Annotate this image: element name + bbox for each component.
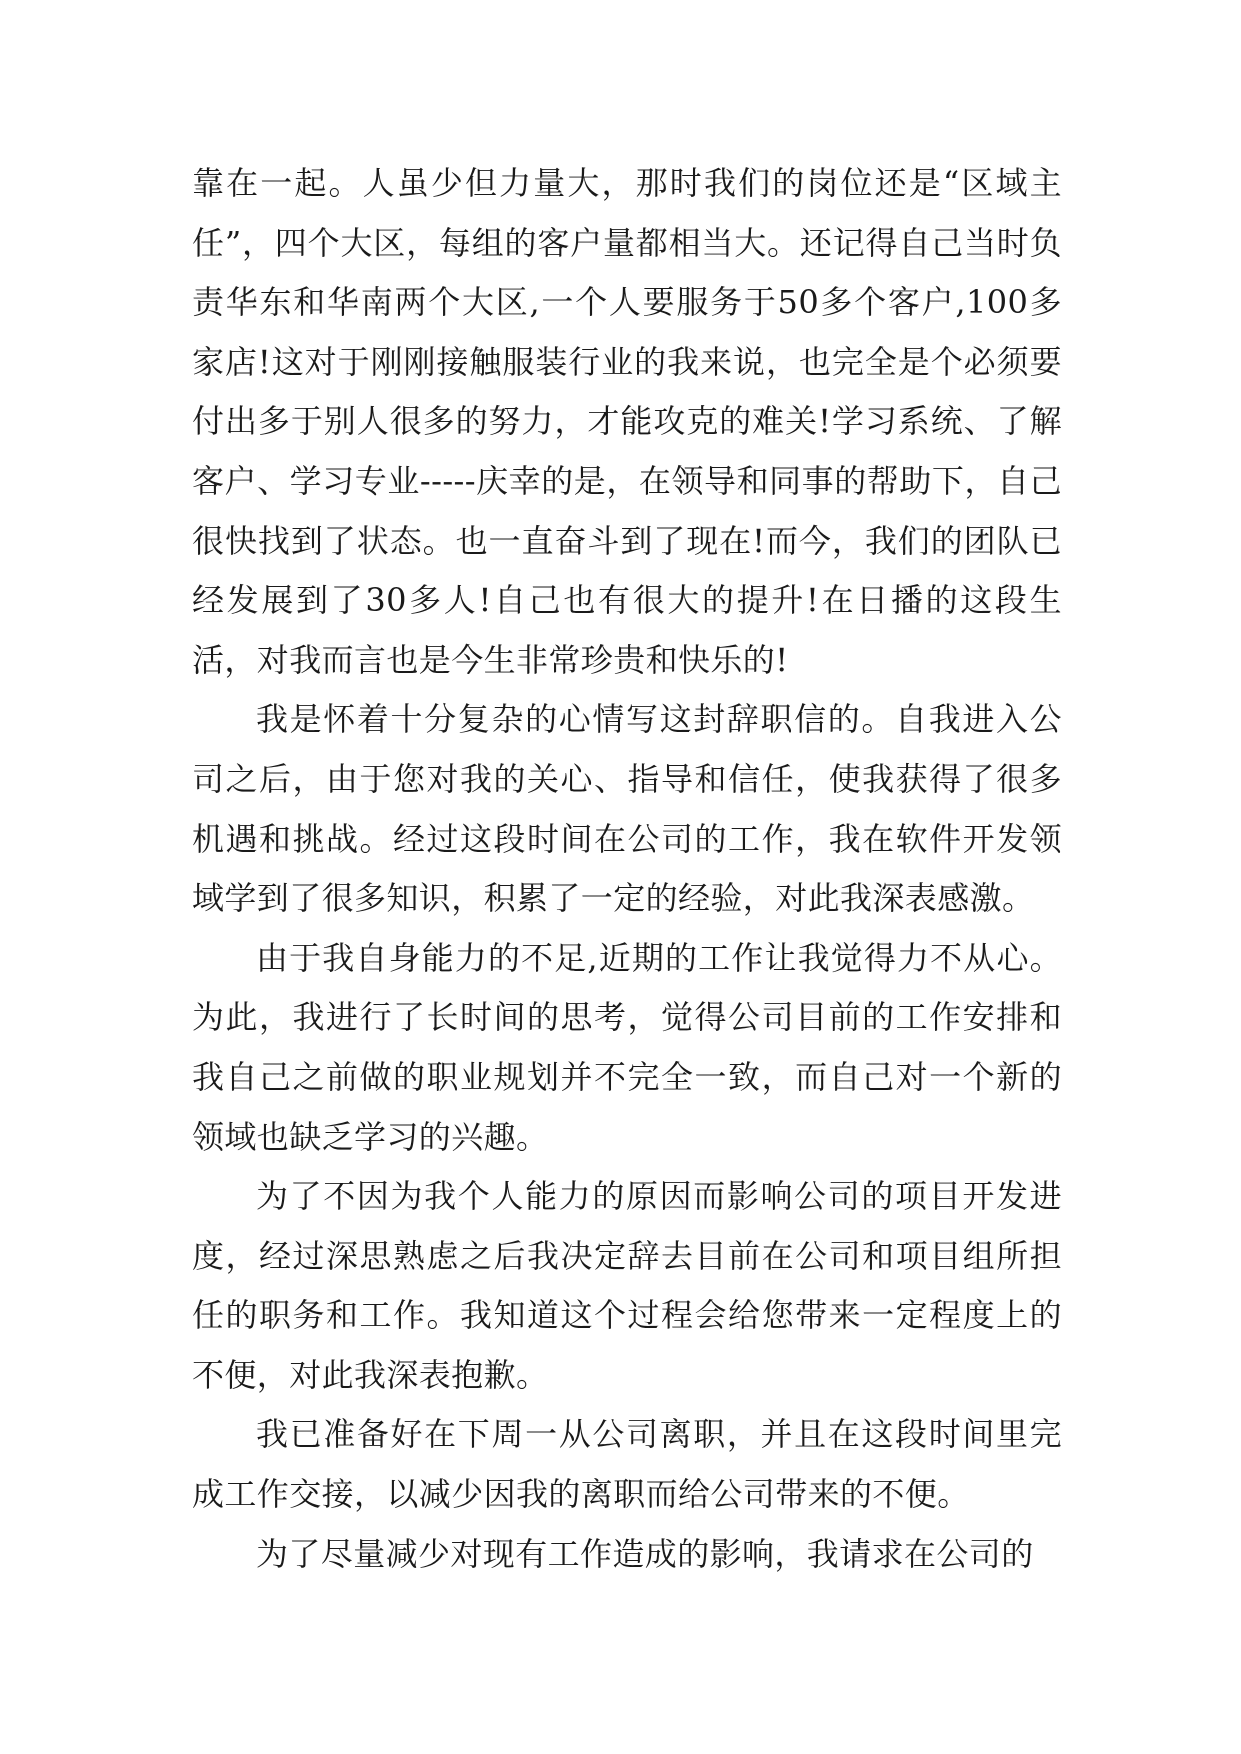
letter-body	[192, 154, 1062, 1584]
paragraph-2: 我是怀着十分复杂的心情写这封辞职信的。自我进入公司之后，由于您对我的关心、指导和信任，使我获得了很多机遇和挑战。经过这段时间在公司的工作，我在软件开发领域学到了很多知识，积累了一定的经验，对此我深表感激。	[192, 700, 1062, 918]
paragraph-5: 我已准备好在下周一从公司离职，并且在这段时间里完成工作交接，以减少因我的离职而给公司带来的不便。	[192, 1415, 1062, 1514]
paragraph-3: 由于我自身能力的不足,近期的工作让我觉得力不从心。为此，我进行了长时间的思考，觉得公司目前的工作安排和我自己之前做的职业规划并不完全一致，而自己对一个新的领域也缺乏学习的兴趣。	[192, 938, 1062, 1156]
paragraph-4: 为了不因为我个人能力的原因而影响公司的项目开发进度，经过深思熟虑之后我决定辞去目前在公司和项目组所担任的职务和工作。我知道这个过程会给您带来一定程度上的不便，对此我深表抱歉。	[192, 1177, 1062, 1394]
paragraph-6: 为了尽量减少对现有工作造成的影响，我请求在公司的	[256, 1534, 1034, 1573]
paragraph-1: 靠在一起。人虽少但力量大，那时我们的岗位还是“区域主任”，四个大区，每组的客户量都相当大。还记得自己当时负责华东和华南两个大区,一个人要服务于50多个客户,100多家店!这对于刚刚接触服装行业的我来说，也完全是个必须要付出多于别人很多的努力，才能攻克的难关!学习系统、了解客户、学习专业-----庆幸的是，在领导和同事的帮助下，自己很快找到了状态。也一直奋斗到了现在!而今，我们的团队已经发展到了30多人!自己也有很大的提升!在日播的这段生活，对我而言也是今生非常珍贵和快乐的!	[192, 164, 1062, 679]
